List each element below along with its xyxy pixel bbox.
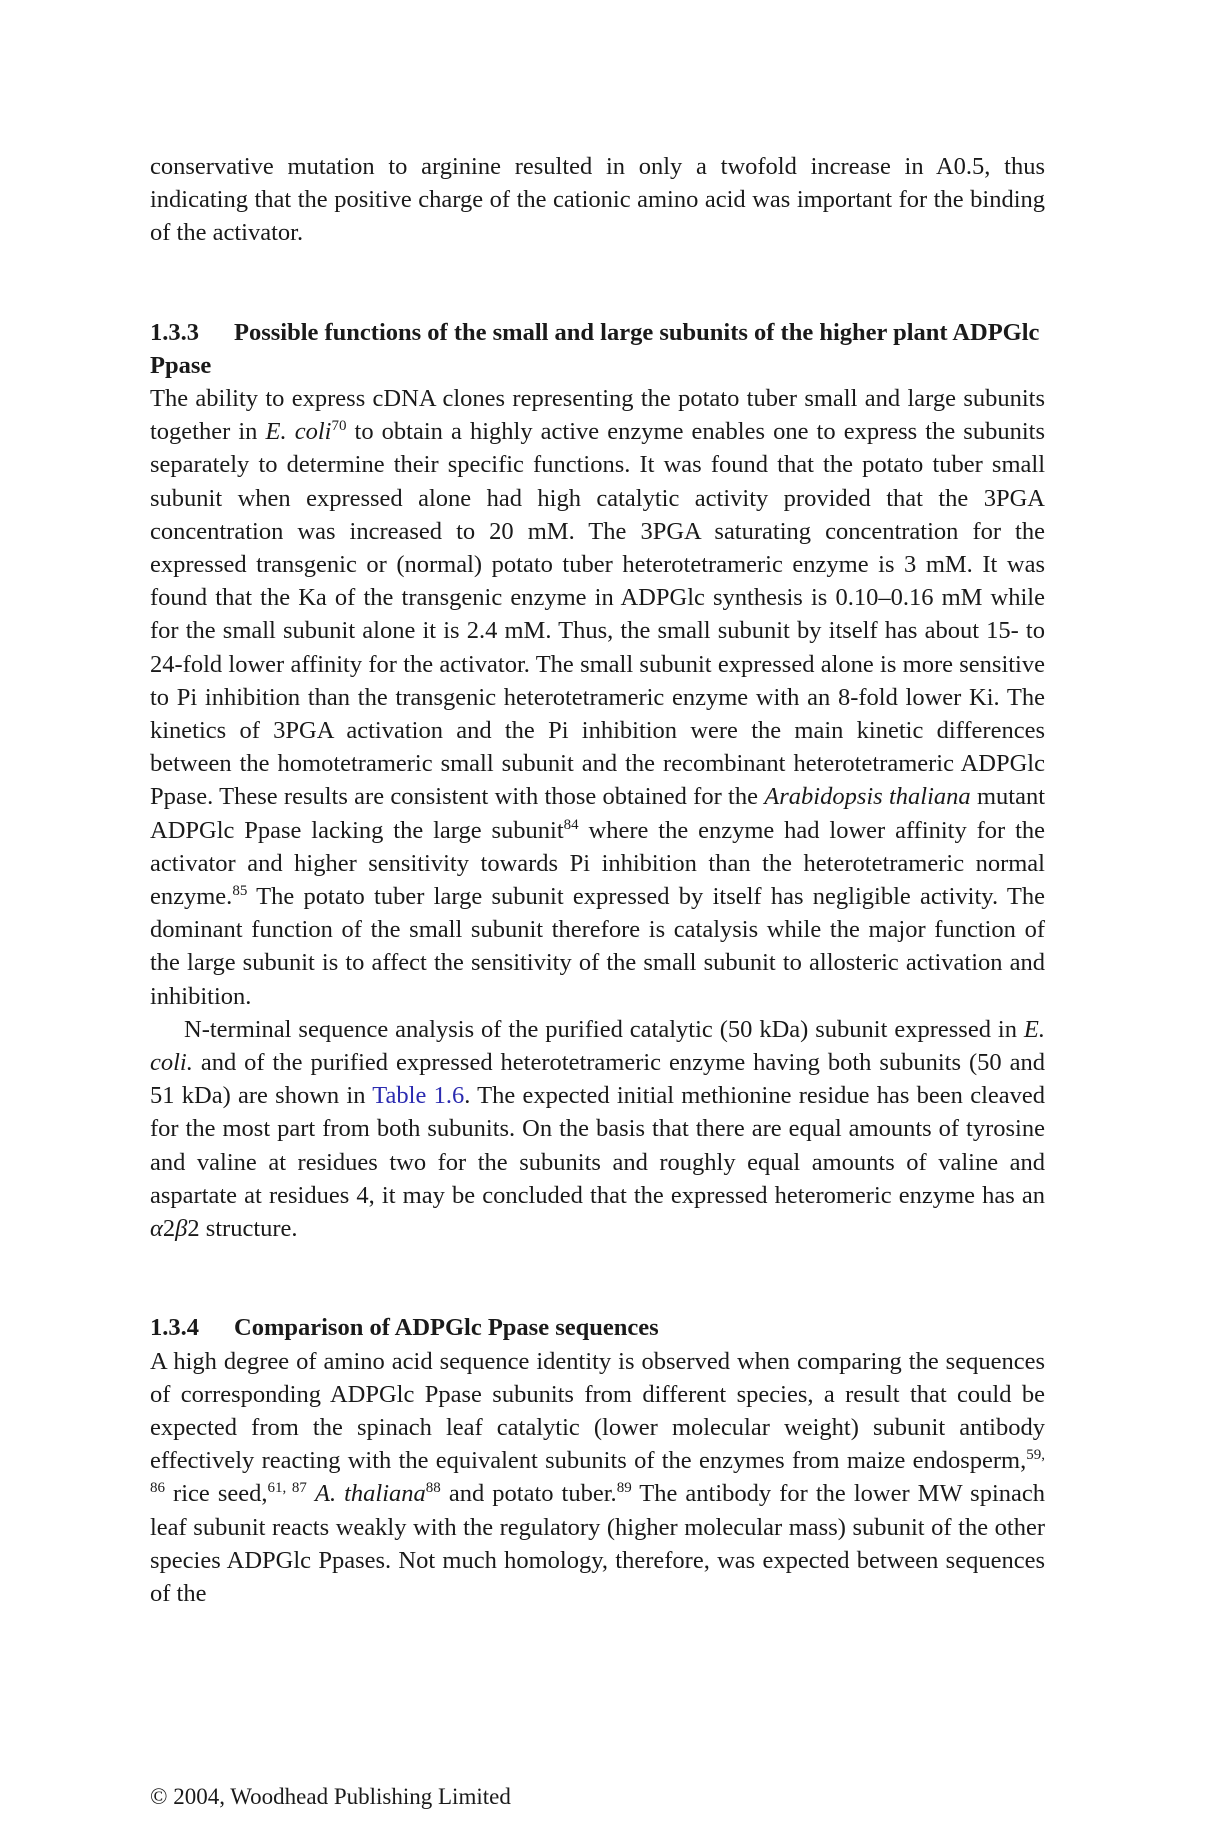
body-paragraph: N-terminal sequence analysis of the purified catalytic (50 kDa) subunit expressed in E. coli. and of the purified expressed heterotetrameric enzyme having both subunits (50 and 51 kDa) are shown in Table 1.6. The expected initial methionine residue has been cleaved for the most part from both subunits. On the basis that there are equal amounts of tyrosine and valine at residues two for the subunits and roughly equal amounts of valine and aspartate at residues 4, it may be concluded that the expressed heteromeric enzyme has an α2β2 structure. — [150, 1015, 1045, 1243]
species-name: A. thaliana — [314, 1480, 426, 1508]
section-heading-1-3-4 — [150, 1311, 1045, 1344]
reference-superscript: 89 — [616, 1480, 632, 1497]
section-title: Possible functions of the small and large subunits of the higher plant ADPGlc Ppase — [150, 318, 1040, 379]
body-paragraph: The ability to express cDNA clones representing the potato tuber small and large subunits together in E. coli$^{70}$ to obtain a highly active enzyme enables one to express the subunits separately to determine their specific functions. It was found that the potato tuber small subunit when expressed alone had high catalytic activity provided that the 3PGA concentration was increased to 20 mM. The 3PGA saturating concentration for the expressed transgenic or (normal) potato tuber heterotetrameric enzyme is 3 mM. It was found that the Ka of the transgenic enzyme in ADPGlc synthesis is 0.10–0.16 mM while for the small subunit alone it is 2.4 mM. Thus, the small subunit by itself has about 15- to 24-fold lower affinity for the activator. The small subunit expressed alone is more sensitive to Pi inhibition than the transgenic heterotetrameric enzyme with an 8-fold lower Ki. The kinetics of 3PGA activation and the Pi inhibition were the main kinetic differences between the homotetrameric small subunit and the recombinant heterotetrameric ADPGlc Ppase. These results are consistent with those obtained for the Arabidopsis thaliana mutant ADPGlc Ppase lacking the large subunit$^{84}$ where the enzyme had lower affinity for the activator and higher sensitivity towards Pi inhibition than the heterotetrameric normal enzyme.$^{85}$ The potato tuber large subunit expressed by itself has negligible activity. The dominant function of the small subunit therefore is catalysis while the major function of the large subunit is to affect the sensitivity of the small subunit to allosteric activation and inhibition. — [150, 385, 1046, 1010]
reference-superscript: 88 — [425, 1480, 441, 1497]
section-spacer — [150, 1245, 1045, 1311]
section-heading-1-3-3 — [150, 316, 1045, 382]
body-paragraph: A high degree of amino acid sequence identity is observed when comparing the sequences of corresponding ADPGlc Ppase subunits from different species, a result that could be expected from the spinach leaf catalytic (lower molecular weight) subunit antibody effectively reacting with the equivalent subunits of the enzymes from maize endosperm,$^{59, 86}$ rice seed,$^{61, 87}$ A. thaliana$^{88}$ and potato tuber.$^{89}$ The antibody for the lower MW spinach leaf subunit reacts weakly with the regulatory (higher molecular mass) subunit of the other species ADPGlc Ppases. Not much homology, therefore, was expected between sequences of the — [150, 1347, 1046, 1607]
page-body — [150, 150, 1045, 1610]
species-name: E. coli — [265, 418, 332, 446]
section-number: 1.3.4 — [150, 1314, 199, 1342]
section-title: Comparison of ADPGlc Ppase sequences — [234, 1314, 659, 1342]
reference-superscript: 61, 87 — [267, 1480, 307, 1497]
copyright-footer: © 2004, Woodhead Publishing Limited — [150, 1784, 511, 1809]
table-link[interactable]: Table 1.6 — [372, 1082, 465, 1110]
species-name: E. coli. — [150, 1015, 1045, 1077]
section-number: 1.3.3 — [150, 318, 199, 346]
intro-paragraph: conservative mutation to arginine resulted in only a twofold increase in A0.5, thus indicating that the positive charge of the cationic amino acid was important for the binding of the activator. — [150, 153, 1045, 247]
reference-superscript: 70 — [331, 418, 347, 435]
section-spacer — [150, 250, 1045, 316]
reference-superscript: 59, 86 — [150, 1447, 1045, 1497]
species-name: Arabidopsis thaliana — [764, 783, 971, 811]
reference-superscript: 85 — [232, 883, 248, 900]
reference-superscript: 84 — [563, 816, 579, 833]
